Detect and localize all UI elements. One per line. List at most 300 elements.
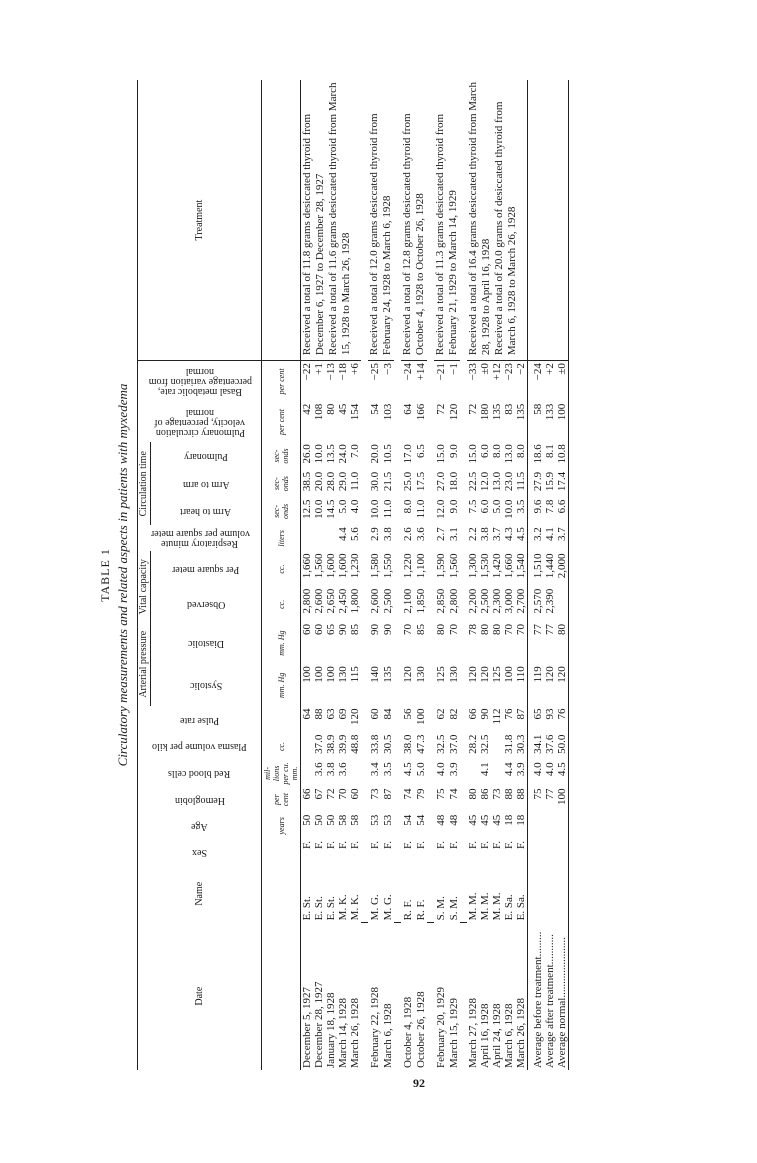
cell-date: March 26, 1928 xyxy=(349,998,361,1068)
avg-plasma: 34.1 xyxy=(528,733,545,761)
avg-ah: 7.8 xyxy=(544,499,556,514)
cell-aa: 11.5 xyxy=(515,471,527,491)
avg-pul: 10.8 xyxy=(556,442,569,470)
cell-sex: F. xyxy=(349,840,361,849)
avg-dia: 77 xyxy=(528,622,545,664)
cell-pul: 13.5 xyxy=(325,444,337,464)
cell-vc: 1,800 xyxy=(349,588,361,614)
avg-plasma: 37.6 xyxy=(544,734,556,754)
cell-age: 45 xyxy=(491,814,503,826)
cell-ah: 5.0 xyxy=(337,499,349,514)
cell-dia: 90 xyxy=(368,623,381,635)
cell-rbc: 4.4 xyxy=(503,762,515,777)
cell-vc: 2,200 xyxy=(467,588,479,614)
col-respiratory: Respiratory minute volume per square meter xyxy=(138,525,262,551)
cell-rbc xyxy=(301,760,314,786)
cell-ah: 11.0 xyxy=(414,499,427,519)
avg-ah: 6.6 xyxy=(556,498,569,526)
cell-hb: 72 xyxy=(325,788,337,800)
col-vital: Vital capacity xyxy=(138,551,151,622)
cell-bmr: −1 xyxy=(447,363,460,375)
cell-sys: 120 xyxy=(401,666,414,683)
cell-vc: 2,800 xyxy=(301,588,313,614)
cell-pv: 103 xyxy=(381,403,394,421)
cell-pul: 10.5 xyxy=(381,444,394,464)
cell-dia: 70 xyxy=(503,623,515,635)
cell-sys: 130 xyxy=(447,666,460,683)
cell-ah: 14.5 xyxy=(325,499,337,519)
avg-hb: 75 xyxy=(528,787,545,813)
cell-aa: 18.0 xyxy=(447,471,460,492)
cell-bmr: −3 xyxy=(381,363,394,375)
cell-pv: 135 xyxy=(515,403,527,421)
avg-pv: 100 xyxy=(556,402,569,442)
cell-vcm: 1,560 xyxy=(447,553,460,579)
col-treatment: Treatment xyxy=(138,80,262,361)
avg-treatment-blank xyxy=(528,80,545,361)
unit-plasma: cc. xyxy=(262,733,301,761)
avg-aa: 27.9 xyxy=(528,470,545,498)
cell-date: March 6, 1928 xyxy=(381,1003,394,1068)
cell-hb: 75 xyxy=(434,788,447,800)
cell-vcm: 1,420 xyxy=(491,553,503,579)
cell-date: March 14, 1928 xyxy=(337,998,349,1068)
cell-plasma: 32.5 xyxy=(434,734,447,754)
page-number: 92 xyxy=(413,1076,425,1090)
cell-rbc: 3.6 xyxy=(313,762,325,777)
cell-date: December 5, 1927 xyxy=(301,987,313,1068)
cell-age: 58 xyxy=(337,814,349,826)
cell-vcm: 1,560 xyxy=(313,553,325,579)
avg-resp: 3.2 xyxy=(528,525,545,551)
cell-plasma: 33.8 xyxy=(368,734,381,754)
cell-pv: 80 xyxy=(325,403,337,415)
cell-date: April 16, 1928 xyxy=(479,1003,491,1068)
cell-ah: 6.0 xyxy=(479,499,491,514)
cell-ah: 8.0 xyxy=(401,499,414,514)
cell-date: February 22, 1928 xyxy=(368,987,381,1068)
cell-ah: 10.0 xyxy=(368,499,381,519)
cell-resp: 3.8 xyxy=(479,527,491,541)
cell-aa: 23.0 xyxy=(503,471,515,492)
unit-hemoglobin: per cent xyxy=(262,787,301,813)
avg-hb: 77 xyxy=(544,788,556,800)
cell-pul: 6.0 xyxy=(479,444,491,458)
gap-cell xyxy=(427,80,434,922)
col-bmr: Basal metabolic rate, percentage variation from normal xyxy=(138,361,262,402)
cell-hb: 70 xyxy=(337,788,349,800)
rotated-table-block xyxy=(96,80,706,1070)
cell-name: M. M. xyxy=(467,892,479,921)
unit-pulm-velocity: per cent xyxy=(262,402,301,442)
col-pulmonary: Pulmonary xyxy=(184,451,228,463)
unit-systolic: mm. Hg xyxy=(262,664,301,706)
cell-dia: 65 xyxy=(325,623,337,635)
cell-vcm: 1,100 xyxy=(414,553,427,579)
treatment-cell: Received a total of 12.0 grams desiccated thyroid from February 24, 1928 to March 6, 1928 xyxy=(368,80,394,361)
cell-bmr: −18 xyxy=(337,363,349,381)
cell-plasma: 28.2 xyxy=(467,734,479,754)
cell-pv: 54 xyxy=(368,403,381,415)
col-name: Name xyxy=(138,865,262,922)
cell-sys: 135 xyxy=(381,666,394,683)
cell-sys: 140 xyxy=(368,666,381,683)
myxedema-table xyxy=(137,80,569,1070)
avg-ah: 9.6 xyxy=(528,498,545,526)
gap-cell xyxy=(361,80,368,922)
cell-hb: 80 xyxy=(467,788,479,800)
cell-date: January 18, 1928 xyxy=(325,992,337,1068)
avg-bmr: ±0 xyxy=(556,361,569,402)
cell-vcm: 1,220 xyxy=(401,553,414,579)
avg-age xyxy=(556,813,569,839)
cell-pv: 64 xyxy=(401,403,414,415)
cell-sex: F. xyxy=(368,840,381,849)
average-row xyxy=(556,80,569,1070)
cell-rbc xyxy=(349,760,361,786)
cell-pulse: 66 xyxy=(467,708,479,720)
avg-vcm: 2,000 xyxy=(556,551,569,586)
cell-sex: F. xyxy=(301,840,313,849)
avg-resp: 3.7 xyxy=(556,525,569,551)
cell-vcm: 1,590 xyxy=(434,553,447,579)
cell-name: E. St. xyxy=(301,896,313,921)
cell-pulse: 64 xyxy=(301,708,313,720)
cell-vc: 2,100 xyxy=(401,588,414,614)
cell-bmr: −33 xyxy=(467,363,479,381)
cell-aa: 27.0 xyxy=(434,471,447,492)
cell-vc: 1,850 xyxy=(414,588,427,614)
cell-sex: F. xyxy=(414,840,427,849)
cell-pul: 6.5 xyxy=(414,444,427,458)
avg-treatment-blank xyxy=(544,80,556,361)
cell-hb: 67 xyxy=(313,788,325,800)
cell-aa: 30.0 xyxy=(368,471,381,492)
cell-dia: 70 xyxy=(515,623,527,635)
cell-bmr: −21 xyxy=(434,363,447,381)
cell-rbc: 4.0 xyxy=(434,762,447,777)
cell-pulse: 76 xyxy=(503,708,515,720)
table-row xyxy=(401,80,414,1070)
cell-pul: 20.0 xyxy=(368,444,381,464)
cell-vc: 2,450 xyxy=(337,588,349,614)
cell-dia: 85 xyxy=(414,623,427,635)
table-row xyxy=(467,80,479,1070)
cell-aa: 12.0 xyxy=(479,471,491,492)
cell-aa: 20.0 xyxy=(313,471,325,492)
avg-pulse: 65 xyxy=(528,706,545,732)
cell-sys: 100 xyxy=(325,666,337,683)
cell-pv: 135 xyxy=(491,403,503,421)
cell-name: E. Sa. xyxy=(503,894,515,921)
cell-hb: 87 xyxy=(381,788,394,800)
cell-dia: 80 xyxy=(491,623,503,635)
unit-respiratory: liters xyxy=(262,525,301,551)
cell-sex: F. xyxy=(381,840,394,849)
cell-pulse: 84 xyxy=(381,708,394,720)
cell-ah: 10.0 xyxy=(313,499,325,519)
cell-age: 54 xyxy=(401,814,414,826)
cell-date: March 27, 1928 xyxy=(467,998,479,1068)
cell-ah: 4.0 xyxy=(349,499,361,514)
cell-plasma: 32.5 xyxy=(479,734,491,754)
cell-ah: 3.5 xyxy=(515,499,527,514)
cell-sex: F. xyxy=(401,840,414,849)
cell-date: October 4, 1928 xyxy=(401,996,414,1068)
group-gap xyxy=(427,80,434,1070)
cell-sys: 130 xyxy=(337,666,349,683)
cell-bmr: +12 xyxy=(491,363,503,381)
cell-pul: 26.0 xyxy=(301,444,313,464)
cell-dia: 60 xyxy=(301,623,313,635)
cell-ah: 10.0 xyxy=(503,499,515,519)
cell-resp: 4.4 xyxy=(337,527,349,541)
avg-rbc: 4.0 xyxy=(544,762,556,777)
cell-pul: 15.0 xyxy=(467,444,479,464)
cell-plasma: 30.5 xyxy=(381,734,394,754)
cell-pv: 120 xyxy=(447,403,460,421)
avg-resp: 4.1 xyxy=(544,527,556,541)
table-row xyxy=(301,80,314,1070)
cell-pulse: 112 xyxy=(491,708,503,725)
cell-vcm: 1,660 xyxy=(301,553,313,579)
cell-hb: 88 xyxy=(515,788,527,800)
cell-name: M. M. xyxy=(491,892,503,921)
avg-vc: 2,390 xyxy=(544,588,556,614)
cell-hb: 74 xyxy=(447,788,460,800)
col-rbc: Red blood cells xyxy=(138,760,262,786)
cell-sys: 125 xyxy=(491,666,503,683)
avg-vc: 2,570 xyxy=(528,587,545,622)
cell-hb: 60 xyxy=(349,788,361,800)
col-age: Age xyxy=(138,813,262,839)
cell-pv: 180 xyxy=(479,403,491,421)
average-label: Average before treatment......... xyxy=(528,839,545,1070)
cell-pulse: 69 xyxy=(337,708,349,720)
cell-name: S. M. xyxy=(434,896,447,921)
avg-pul: 8.1 xyxy=(544,444,556,458)
cell-vc: 2,500 xyxy=(381,588,394,614)
cell-pulse: 62 xyxy=(434,708,447,720)
cell-pulse: 56 xyxy=(401,708,414,720)
cell-pulse: 100 xyxy=(414,708,427,725)
gap-cell xyxy=(394,922,401,1070)
avg-age xyxy=(544,813,556,839)
cell-ah: 12.5 xyxy=(301,499,313,519)
cell-plasma: 31.8 xyxy=(503,734,515,754)
unit-arm-arm: sec-onds xyxy=(262,470,301,498)
cell-pv: 108 xyxy=(313,403,325,421)
table-row xyxy=(368,80,381,1070)
cell-sys: 120 xyxy=(479,666,491,683)
cell-resp: 2.6 xyxy=(401,527,414,541)
cell-bmr: −2 xyxy=(515,363,527,375)
cell-bmr: −23 xyxy=(503,363,515,381)
col-hemoglobin: Hemoglobin xyxy=(138,787,262,813)
cell-plasma: 47.3 xyxy=(414,734,427,754)
cell-bmr: +1 xyxy=(313,363,325,375)
group-gap xyxy=(361,80,368,1070)
unit-rbc: mil-lions per cu. mm. xyxy=(263,762,299,785)
cell-date: December 28, 1927 xyxy=(313,981,325,1068)
cell-pul: 13.0 xyxy=(503,444,515,464)
cell-bmr: +14 xyxy=(414,363,427,381)
cell-ah: 12.0 xyxy=(434,499,447,519)
cell-age: 53 xyxy=(368,814,381,826)
cell-hb: 79 xyxy=(414,788,427,800)
cell-sys: 100 xyxy=(301,666,313,683)
cell-sex: F. xyxy=(325,840,337,849)
col-observed: Observed xyxy=(186,599,226,611)
cell-dia: 80 xyxy=(434,623,447,635)
cell-rbc xyxy=(491,760,503,786)
cell-resp xyxy=(301,525,314,551)
cell-vc: 3,000 xyxy=(503,588,515,614)
cell-name: M. G. xyxy=(368,894,381,921)
col-pulm-velocity: Pulmonary circulation velocity, percentage of normal xyxy=(138,402,262,442)
cell-name: R. F. xyxy=(414,899,427,921)
cell-rbc: 4.1 xyxy=(479,762,491,777)
cell-hb: 66 xyxy=(301,788,313,800)
avg-age xyxy=(528,813,545,839)
cell-sex: F. xyxy=(434,840,447,849)
cell-sys: 100 xyxy=(503,666,515,683)
cell-bmr: ±0 xyxy=(479,363,491,375)
avg-rbc: 4.0 xyxy=(528,760,545,786)
cell-sex: F. xyxy=(491,840,503,849)
cell-pulse: 82 xyxy=(447,708,460,720)
col-circulation: Circulation time xyxy=(138,442,151,525)
cell-resp: 5.6 xyxy=(349,527,361,541)
cell-vcm: 1,530 xyxy=(479,553,491,579)
table-title: Circulatory measurements and related aspects in patients with myxedema xyxy=(115,383,130,767)
cell-pv: 72 xyxy=(467,403,479,415)
avg-aa: 15.9 xyxy=(544,471,556,492)
cell-aa: 38.5 xyxy=(301,471,313,492)
cell-name: S. M. xyxy=(447,896,460,921)
cell-sys: 115 xyxy=(349,666,361,683)
cell-sex: F. xyxy=(313,840,325,849)
cell-vcm: 1,550 xyxy=(381,553,394,579)
cell-rbc: 3.9 xyxy=(515,762,527,777)
units-row xyxy=(262,80,301,1070)
cell-resp: 4.5 xyxy=(515,527,527,541)
cell-vc: 2,300 xyxy=(491,588,503,614)
cell-bmr: −24 xyxy=(401,363,414,381)
cell-vc: 2,800 xyxy=(447,588,460,614)
cell-dia: 70 xyxy=(401,623,414,635)
gap-cell xyxy=(460,80,467,922)
cell-bmr: +6 xyxy=(349,363,361,375)
cell-age: 50 xyxy=(313,814,325,826)
cell-pul: 8.0 xyxy=(491,444,503,458)
cell-resp: 2.7 xyxy=(434,527,447,541)
cell-resp: 3.7 xyxy=(491,527,503,541)
cell-resp xyxy=(313,525,325,551)
cell-pv: 83 xyxy=(503,403,515,415)
cell-dia: 90 xyxy=(337,623,349,635)
cell-vc: 2,650 xyxy=(325,588,337,614)
cell-age: 54 xyxy=(414,814,427,826)
average-row xyxy=(528,80,545,1070)
cell-age: 58 xyxy=(349,814,361,826)
cell-rbc: 4.5 xyxy=(401,762,414,777)
col-plasma: Plasma volume per kilo xyxy=(138,733,262,761)
cell-plasma: 37.0 xyxy=(313,734,325,754)
cell-vcm: 1,300 xyxy=(467,553,479,579)
cell-name: M. K. xyxy=(349,894,361,921)
avg-pulse: 93 xyxy=(544,708,556,720)
col-systolic: Systolic xyxy=(189,680,223,692)
gap-cell xyxy=(361,922,368,1070)
col-pulse: Pulse rate xyxy=(138,706,262,732)
cell-age: 18 xyxy=(515,814,527,826)
cell-plasma: 39.9 xyxy=(337,734,349,754)
cell-plasma xyxy=(491,733,503,761)
cell-sys: 120 xyxy=(467,666,479,683)
cell-resp: 3.8 xyxy=(381,527,394,541)
cell-date: February 20, 1929 xyxy=(434,987,447,1068)
cell-sys: 110 xyxy=(515,666,527,683)
col-arterial: Arterial pressure xyxy=(138,622,151,706)
cell-vc: 2,850 xyxy=(434,588,447,614)
cell-age: 45 xyxy=(479,814,491,826)
cell-age: 48 xyxy=(447,814,460,826)
cell-name: M. M. xyxy=(479,892,491,921)
cell-vc: 2,600 xyxy=(313,588,325,614)
cell-rbc: 3.4 xyxy=(368,762,381,777)
avg-sys: 120 xyxy=(544,666,556,683)
cell-name: M. G. xyxy=(381,894,394,921)
unit-observed: cc. xyxy=(262,587,301,622)
cell-sex: F. xyxy=(503,840,515,849)
cell-date: March 6, 1928 xyxy=(503,1003,515,1068)
cell-pv: 45 xyxy=(337,403,349,415)
cell-resp: 3.6 xyxy=(414,527,427,541)
cell-name: E. St. xyxy=(313,896,325,921)
cell-dia: 90 xyxy=(381,623,394,635)
avg-pulse: 76 xyxy=(556,706,569,732)
cell-vcm: 1,660 xyxy=(503,553,515,579)
col-diastolic: Diastolic xyxy=(187,638,225,650)
avg-pv: 133 xyxy=(544,403,556,421)
cell-pulse: 87 xyxy=(515,708,527,720)
avg-plasma: 50.0 xyxy=(556,733,569,761)
cell-hb: 88 xyxy=(503,788,515,800)
cell-pulse: 90 xyxy=(479,708,491,720)
avg-vcm: 1,510 xyxy=(528,551,545,586)
cell-name: E. St. xyxy=(325,896,337,921)
cell-date: March 26, 1928 xyxy=(515,998,527,1068)
unit-bmr: per cent xyxy=(262,361,301,402)
cell-ah: 9.0 xyxy=(447,499,460,514)
cell-date: April 24, 1928 xyxy=(491,1003,503,1068)
cell-bmr: −25 xyxy=(368,363,381,381)
group-gap xyxy=(394,80,401,1070)
cell-age: 50 xyxy=(301,814,313,826)
cell-aa: 22.5 xyxy=(467,471,479,492)
avg-pv: 58 xyxy=(528,402,545,442)
cell-hb: 74 xyxy=(401,788,414,800)
cell-hb: 86 xyxy=(479,788,491,800)
cell-pv: 166 xyxy=(414,403,427,421)
cell-pul: 10.0 xyxy=(313,444,325,464)
treatment-cell: Received a total of 16.4 grams desiccated thyroid from March 28, 1928 to April 16, 1928 Received a total of 20.0 grams of desiccated thyroid from March 6, 1928 to March 26, 1928 xyxy=(467,80,528,361)
cell-hb: 73 xyxy=(491,788,503,800)
cell-resp: 3.1 xyxy=(447,527,460,541)
cell-age: 45 xyxy=(467,814,479,826)
cell-plasma: 30.3 xyxy=(515,734,527,754)
